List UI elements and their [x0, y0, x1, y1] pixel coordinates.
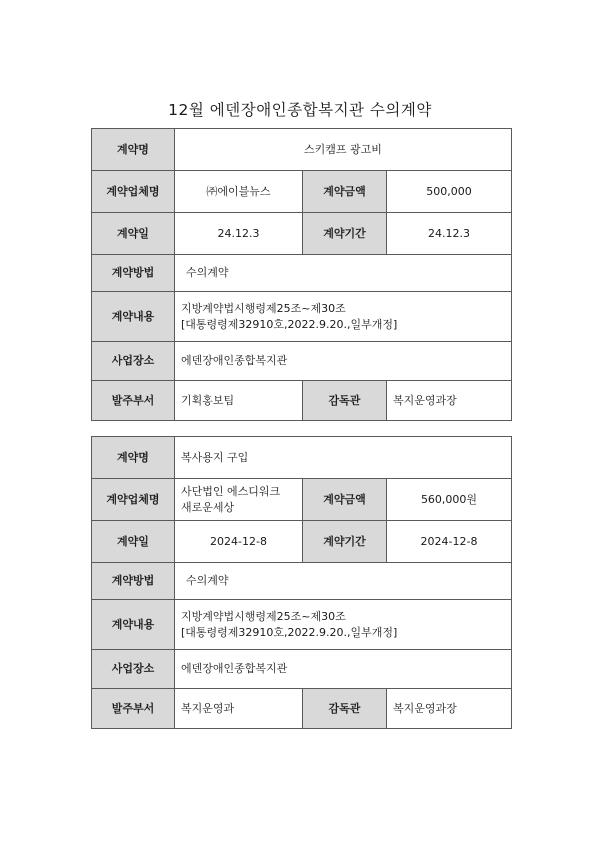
- value-contract-name: 복사용지 구입: [175, 437, 512, 479]
- label-contract-name: 계약명: [92, 437, 175, 479]
- label-method: 계약방법: [92, 563, 175, 600]
- contract-table-1: [91, 128, 512, 421]
- row-company: [92, 479, 512, 521]
- value-dept: 복지운영과: [175, 689, 303, 729]
- label-company: 계약업체명: [92, 171, 175, 213]
- row-method: [92, 255, 512, 292]
- content-line-1: 지방계약법시행령제25조~제30조: [181, 609, 346, 623]
- row-date: [92, 521, 512, 563]
- label-date: 계약일: [92, 213, 175, 255]
- value-content: [175, 600, 512, 650]
- company-line-2: 새로운세상: [181, 500, 235, 514]
- label-method: 계약방법: [92, 255, 175, 292]
- content-line-2: [대통령령제32910호,2022.9.20.,일부개정]: [181, 625, 398, 639]
- value-supervisor: 복지운영과장: [387, 689, 512, 729]
- value-amount: 500,000: [387, 171, 512, 213]
- label-date: 계약일: [92, 521, 175, 563]
- value-method: 수의계약: [175, 255, 512, 292]
- value-date: 24.12.3: [175, 213, 303, 255]
- value-company: ㈜에이블뉴스: [175, 171, 303, 213]
- row-place: [92, 650, 512, 689]
- label-supervisor: 감독관: [303, 689, 387, 729]
- row-place: [92, 342, 512, 381]
- value-period: 2024-12-8: [387, 521, 512, 563]
- row-content: [92, 600, 512, 650]
- value-place: 에덴장애인종합복지관: [175, 650, 512, 689]
- label-amount: 계약금액: [303, 479, 387, 521]
- value-contract-name: 스키캠프 광고비: [175, 129, 512, 171]
- value-dept: 기획홍보팀: [175, 381, 303, 421]
- contract-table-2: [91, 436, 512, 729]
- label-content: 계약내용: [92, 600, 175, 650]
- label-dept: 발주부서: [92, 381, 175, 421]
- label-contract-name: 계약명: [92, 129, 175, 171]
- company-line-1: 사단법인 에스디워크: [181, 484, 281, 498]
- row-content: [92, 292, 512, 342]
- row-method: [92, 563, 512, 600]
- row-company: [92, 171, 512, 213]
- row-dept: [92, 381, 512, 421]
- value-method: 수의계약: [175, 563, 512, 600]
- label-content: 계약내용: [92, 292, 175, 342]
- label-period: 계약기간: [303, 521, 387, 563]
- label-dept: 발주부서: [92, 689, 175, 729]
- label-period: 계약기간: [303, 213, 387, 255]
- row-date: [92, 213, 512, 255]
- value-company: [175, 479, 303, 521]
- label-place: 사업장소: [92, 650, 175, 689]
- content-line-2: [대통령령제32910호,2022.9.20.,일부개정]: [181, 317, 398, 331]
- value-amount: 560,000원: [387, 479, 512, 521]
- page-title: 12월 에덴장애인종합복지관 수의계약: [168, 101, 432, 119]
- value-place: 에덴장애인종합복지관: [175, 342, 512, 381]
- content-line-1: 지방계약법시행령제25조~제30조: [181, 301, 346, 315]
- value-supervisor: 복지운영과장: [387, 381, 512, 421]
- label-amount: 계약금액: [303, 171, 387, 213]
- label-place: 사업장소: [92, 342, 175, 381]
- value-period: 24.12.3: [387, 213, 512, 255]
- label-supervisor: 감독관: [303, 381, 387, 421]
- value-content: [175, 292, 512, 342]
- label-company: 계약업체명: [92, 479, 175, 521]
- row-contract-name: [92, 129, 512, 171]
- row-dept: [92, 689, 512, 729]
- value-date: 2024-12-8: [175, 521, 303, 563]
- row-contract-name: [92, 437, 512, 479]
